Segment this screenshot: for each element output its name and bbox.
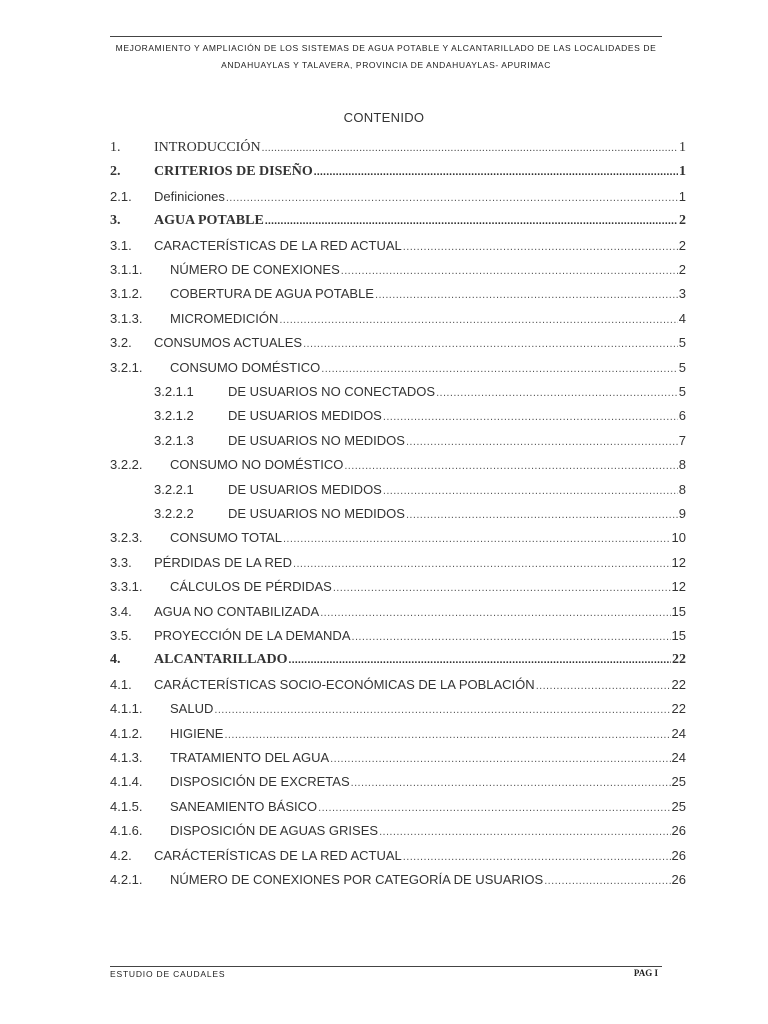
toc-dot-leader (320, 607, 670, 619)
header-line-1: MEJORAMIENTO Y AMPLIACIÓN DE LOS SISTEMAS DE AGUA POTABLE Y ALCANTARILLADO DE LAS LOCALIDADES DE (115, 43, 657, 53)
toc-entry-page: 22 (671, 701, 686, 717)
toc-entry-number: 4.2.1. (110, 872, 143, 887)
toc-entry-label: PROYECCIÓN DE LA DEMANDA (154, 628, 351, 643)
toc-entry[interactable] (110, 360, 686, 382)
toc-entry-label: CONSUMO NO DOMÉSTICO (170, 457, 344, 473)
toc-entry-number: 3.2.1.2 (154, 408, 194, 424)
toc-dot-leader (436, 387, 678, 399)
toc-entry-page: 2 (678, 262, 686, 277)
toc-dot-leader (279, 314, 677, 326)
toc-entry-label: DISPOSICIÓN DE AGUAS GRISES (170, 823, 379, 839)
toc-entry-page: 1 (679, 140, 686, 155)
toc-dot-leader (406, 436, 678, 448)
toc-entry[interactable] (110, 604, 686, 626)
toc-entry-page: 5 (678, 359, 686, 375)
toc-entry[interactable] (110, 750, 686, 772)
toc-entry-number: 4.1.6. (110, 823, 143, 839)
toc-entry[interactable] (110, 677, 686, 699)
toc-entry-number: 4.1.4. (110, 774, 143, 790)
toc-dot-leader (321, 363, 678, 375)
toc-entry-label: DISPOSICIÓN DE EXCRETAS (170, 774, 350, 790)
toc-dot-leader (375, 289, 678, 301)
toc-dot-leader (333, 582, 671, 594)
toc-entry-number: 3.2.1.1 (154, 384, 194, 399)
toc-entry[interactable] (110, 701, 686, 723)
toc-entry-page: 5 (678, 335, 686, 351)
toc-entry[interactable] (110, 262, 686, 284)
toc-entry-page: 24 (671, 750, 686, 765)
toc-entry-label: SANEAMIENTO BÁSICO (170, 798, 318, 814)
toc-entry-page: 3 (678, 286, 686, 302)
toc-dot-leader (293, 558, 671, 570)
toc-entry-number: 3.5. (110, 628, 132, 643)
toc-dot-leader (303, 338, 678, 350)
toc-entry-label: AGUA NO CONTABILIZADA (154, 603, 320, 619)
toc-entry-page: 10 (671, 530, 686, 546)
toc-entry[interactable] (110, 823, 686, 845)
toc-dot-leader (283, 533, 671, 545)
toc-entry-page: 12 (671, 554, 686, 570)
toc-dot-leader (383, 411, 678, 423)
toc-entry-page: 1 (679, 164, 686, 180)
toc-entry[interactable] (110, 628, 686, 650)
toc-entry-page: 9 (678, 506, 686, 521)
toc-entry[interactable] (110, 213, 686, 235)
toc-dot-leader (265, 215, 678, 227)
toc-entry-page: 5 (678, 384, 686, 399)
toc-entry-label: INTRODUCCIÓN (154, 140, 261, 155)
toc-entry-page: 26 (671, 847, 686, 863)
header-rule (110, 36, 662, 37)
toc-entry-label: CARÁCTERÍSTICAS SOCIO-ECONÓMICAS DE LA POBLACIÓN (154, 676, 535, 692)
toc-entry-label: DE USUARIOS MEDIDOS (228, 481, 382, 497)
toc-entry-number: 4.1.1. (110, 701, 143, 717)
toc-dot-leader (544, 875, 670, 887)
toc-dot-leader (214, 704, 670, 716)
toc-entry-number: 4.1.2. (110, 725, 143, 741)
toc-entry-label: ALCANTARILLADO (154, 652, 288, 668)
toc-entry-number: 3.1.3. (110, 310, 143, 326)
toc-entry[interactable] (110, 652, 686, 674)
toc-entry[interactable] (110, 164, 686, 186)
toc-entry-number: 4.2. (110, 847, 132, 863)
toc-entry-label: CONSUMO DOMÉSTICO (170, 359, 321, 375)
header-line-2: ANDAHUAYLAS Y TALAVERA, PROVINCIA DE ANDAHUAYLAS- APURIMAC (221, 60, 551, 70)
toc-dot-leader (351, 777, 671, 789)
toc-entry-page: 1 (678, 188, 686, 204)
toc-entry-label: AGUA POTABLE (154, 213, 264, 229)
toc-entry[interactable] (154, 433, 686, 455)
toc-dot-leader (318, 802, 670, 814)
toc-entry[interactable] (110, 579, 686, 601)
toc-entry-number: 3.2.2.1 (154, 481, 194, 497)
toc-dot-leader (226, 192, 678, 204)
toc-entry[interactable] (110, 457, 686, 479)
toc-dot-leader (406, 509, 678, 521)
toc-dot-leader (403, 241, 678, 253)
toc-entry-label: NÚMERO DE CONEXIONES POR CATEGORÍA DE USUARIOS (170, 872, 544, 887)
toc-entry[interactable] (110, 555, 686, 577)
toc-entry-label: SALUD (170, 701, 214, 717)
toc-dot-leader (224, 729, 670, 741)
toc-dot-leader (379, 826, 670, 838)
toc-entry-page: 6 (678, 408, 686, 424)
toc-entry-label: DE USUARIOS NO MEDIDOS (228, 506, 405, 521)
toc-entry-number: 2. (110, 164, 121, 180)
page-header (100, 40, 672, 74)
toc-entry[interactable] (110, 726, 686, 748)
toc-entry-page: 26 (671, 823, 686, 839)
toc-entry-number: 3.1. (110, 237, 132, 253)
toc-entry[interactable] (110, 848, 686, 870)
toc-entry[interactable] (110, 140, 686, 162)
toc-entry-page: 4 (678, 310, 686, 326)
toc-entry-number: 3.2.3. (110, 530, 143, 546)
toc-entry-label: CARÁCTERÍSTICAS DE LA RED ACTUAL (154, 847, 402, 863)
toc-entry-label: CARACTERÍSTICAS DE LA RED ACTUAL (154, 237, 402, 253)
toc-entry-label: HIGIENE (170, 725, 224, 741)
toc-entry-number: 2.1. (110, 188, 132, 204)
toc-entry[interactable] (154, 482, 686, 504)
toc-entry-label: NÚMERO DE CONEXIONES (170, 262, 340, 277)
toc-entry-number: 3.2.2.2 (154, 506, 194, 521)
toc-entry-label: CRITERIOS DE DISEÑO (154, 164, 313, 180)
toc-dot-leader (341, 265, 678, 277)
toc-entry[interactable] (110, 774, 686, 796)
toc-entry-page: 15 (671, 628, 686, 643)
toc-entry-page: 22 (671, 676, 686, 692)
toc-entry[interactable] (110, 530, 686, 552)
toc-entry[interactable] (110, 335, 686, 357)
toc-entry[interactable] (110, 799, 686, 821)
toc-entry-number: 3.2.2. (110, 457, 143, 473)
toc-entry-number: 3. (110, 213, 121, 229)
toc-entry-number: 4.1.5. (110, 798, 143, 814)
toc-dot-leader (383, 485, 678, 497)
toc-entry-page: 22 (672, 652, 686, 668)
toc-entry-page: 8 (678, 457, 686, 473)
toc-entry-number: 4.1. (110, 676, 132, 692)
footer-title: ESTUDIO DE CAUDALES (110, 969, 226, 979)
toc-entry[interactable] (154, 408, 686, 430)
toc-dot-leader (403, 851, 671, 863)
toc-entry[interactable] (110, 872, 686, 894)
toc-dot-leader (344, 460, 677, 472)
toc-dot-leader (536, 680, 671, 692)
toc-entry-label: CONSUMO TOTAL (170, 530, 282, 546)
toc-entry-number: 3.2. (110, 335, 132, 351)
toc-entry[interactable] (110, 189, 686, 211)
toc-dot-leader (262, 142, 678, 154)
toc-entry-label: CÁLCULOS DE PÉRDIDAS (170, 579, 332, 595)
toc-entry-number: 3.4. (110, 603, 132, 619)
toc-entry-page: 25 (671, 798, 686, 814)
toc-entry-page: 2 (678, 237, 686, 253)
toc-entry-page: 15 (671, 603, 686, 619)
toc-entry-page: 24 (671, 725, 686, 741)
toc-entry-number: 3.1.2. (110, 286, 143, 302)
toc-entry-number: 3.2.1.3 (154, 432, 194, 448)
toc-entry-number: 4. (110, 652, 121, 668)
toc-title: CONTENIDO (343, 110, 425, 125)
toc-entry-label: PÉRDIDAS DE LA RED (154, 554, 292, 570)
toc-entry[interactable] (154, 384, 686, 406)
toc-entry-label: MICROMEDICIÓN (170, 310, 279, 326)
toc-entry-label: DE USUARIOS NO MEDIDOS (228, 432, 405, 448)
footer-rule (110, 966, 662, 967)
toc-entry-page: 7 (678, 432, 686, 448)
toc-entry-page: 12 (671, 579, 686, 595)
page-number: PAG I (633, 968, 658, 978)
toc-entry-page: 26 (671, 872, 686, 887)
toc-dot-leader (330, 753, 670, 765)
toc-entry-label: CONSUMOS ACTUALES (154, 335, 303, 351)
toc-dot-leader (289, 654, 671, 666)
toc-entry-number: 1. (110, 140, 121, 155)
toc-entry-page: 8 (678, 481, 686, 497)
toc-entry-number: 4.1.3. (110, 750, 143, 765)
toc-dot-leader (352, 631, 671, 643)
toc-entry-page: 25 (671, 774, 686, 790)
toc-entry[interactable] (110, 238, 686, 260)
toc-entry[interactable] (110, 286, 686, 308)
toc-entry-number: 3.3.1. (110, 579, 143, 595)
toc-dot-leader (314, 166, 678, 178)
toc-entry[interactable] (110, 311, 686, 333)
toc-entry-number: 3.1.1. (110, 262, 143, 277)
toc-entry-label: Definiciones (154, 188, 225, 204)
toc-entry-label: TRATAMIENTO DEL AGUA (170, 750, 330, 765)
toc-entry-number: 3.3. (110, 554, 132, 570)
toc-entry-number: 3.2.1. (110, 359, 143, 375)
toc-entry-label: DE USUARIOS NO CONECTADOS (228, 384, 436, 399)
toc-entry-label: COBERTURA DE AGUA POTABLE (170, 286, 374, 302)
toc-entry-label: DE USUARIOS MEDIDOS (228, 408, 382, 424)
toc-entry[interactable] (154, 506, 686, 528)
toc-entry-page: 2 (679, 213, 686, 229)
